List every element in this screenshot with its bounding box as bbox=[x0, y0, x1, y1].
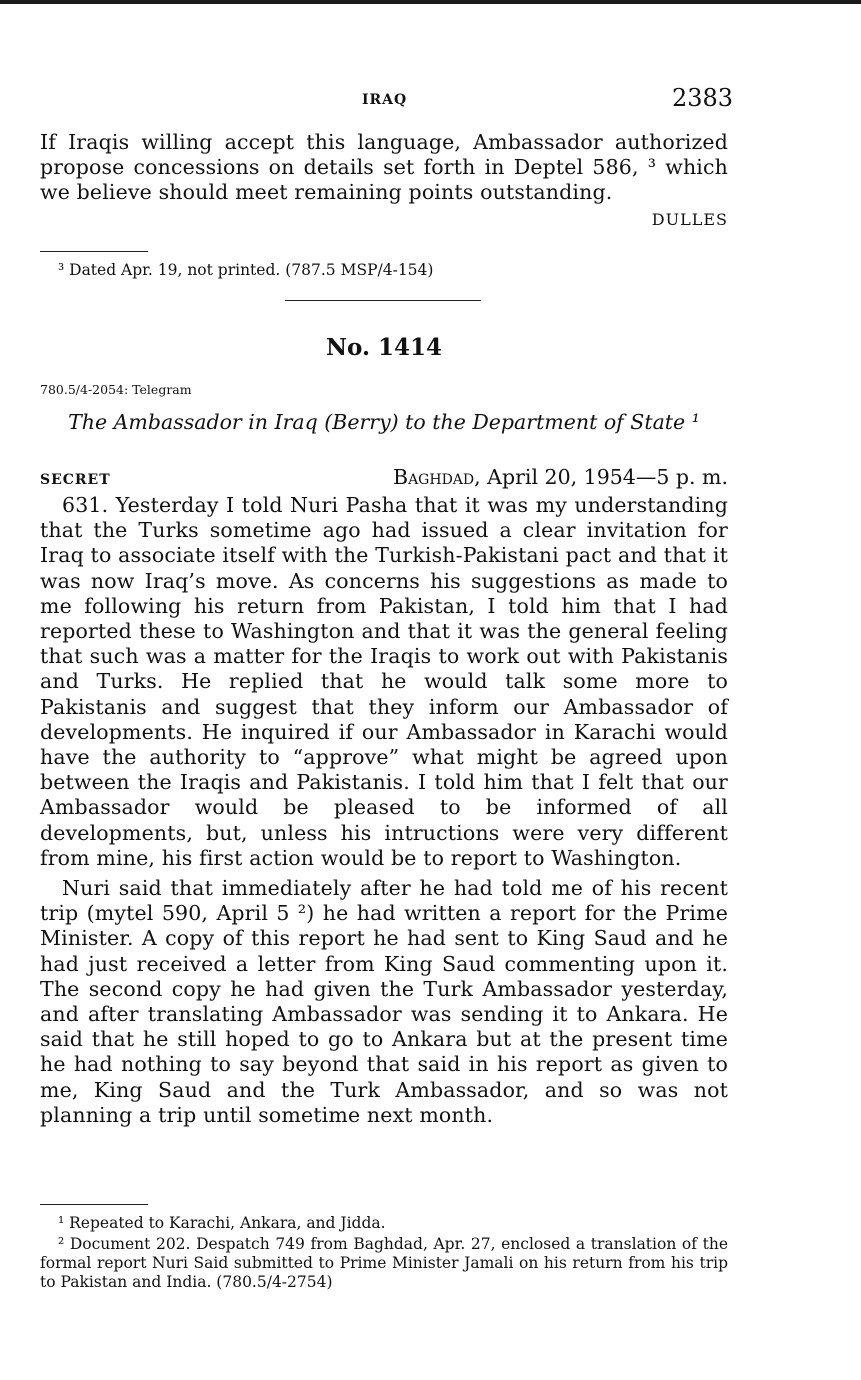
document-number: No. 1414 bbox=[326, 334, 442, 361]
footnote-divider bbox=[40, 251, 148, 252]
footnote-1: ¹ Repeated to Karachi, Ankara, and Jidda. bbox=[58, 1214, 386, 1232]
dateline-place: Baghdad bbox=[393, 465, 475, 489]
previous-document-paragraph: If Iraqis willing accept this language, Ambassador authorized propose concessions on details set forth in Deptel 586, ³ which we believe should meet remaining points outstanding. bbox=[40, 130, 728, 205]
dateline-date: , April 20, 1954—5 p. m. bbox=[474, 465, 728, 489]
signature: DULLES bbox=[651, 210, 728, 229]
document-title: The Ambassador in Iraq (Berry) to the Department of State ¹ bbox=[68, 410, 700, 434]
page-number: 2383 bbox=[672, 84, 734, 112]
classification: SECRET bbox=[40, 472, 111, 488]
running-title: IRAQ bbox=[362, 92, 408, 108]
page-top-border bbox=[0, 0, 861, 4]
dateline bbox=[393, 465, 728, 489]
footnote-2: ² Document 202. Despatch 749 from Baghdad, Apr. 27, enclosed a translation of the formal report Nuri Said submitted to Prime Minister Jamali on his return from his trip to Pakistan and India. (780.5/4-2754) bbox=[40, 1235, 728, 1291]
body-paragraph-2: Nuri said that immediately after he had told me of his recent trip (mytel 590, April 5 ²) he had written a report for the Prime Minister. A copy of this report he had sent to King Saud and he had just received a letter from King Saud commenting upon it. The second copy he had given the Turk Ambassador yesterday, and after translating Ambassador was sending it to Ankara. He said that he still hoped to go to Ankara but at the present time he had nothing to say beyond that said in his report as given to me, King Saud and the Turk Ambassador, and so was not planning a trip until sometime next month. bbox=[40, 876, 728, 1127]
section-divider bbox=[285, 300, 481, 301]
body-paragraph-1: 631. Yesterday I told Nuri Pasha that it was my understanding that the Turks sometime ago had issued a clear invitation for Iraq to associate itself with the Turkish-Pakistani pact and that it was now Iraq’s move. As concerns his suggestions as made to me following his return from Pakistan, I told him that I had reported these to Washington and that it was the general feeling that such was a matter for the Iraqis to work out with Pakistanis and Turks. He replied that he would talk some more to Pakistanis and suggest that they inform our Ambassador of developments. He inquired if our Ambassador in Karachi would have the authority to “approve” what might be agreed upon between the Iraqis and Pakistanis. I told him that I felt that our Ambassador would be pleased to be informed of all developments, but, unless his intructions were very different from mine, his first action would be to report to Washington. bbox=[40, 493, 728, 870]
footnote-3: ³ Dated Apr. 19, not printed. (787.5 MSP/4-154) bbox=[58, 261, 434, 279]
classification-dateline-row bbox=[40, 465, 728, 489]
footnote-divider-bottom bbox=[40, 1204, 148, 1205]
file-reference: 780.5/4-2054: Telegram bbox=[40, 382, 192, 397]
